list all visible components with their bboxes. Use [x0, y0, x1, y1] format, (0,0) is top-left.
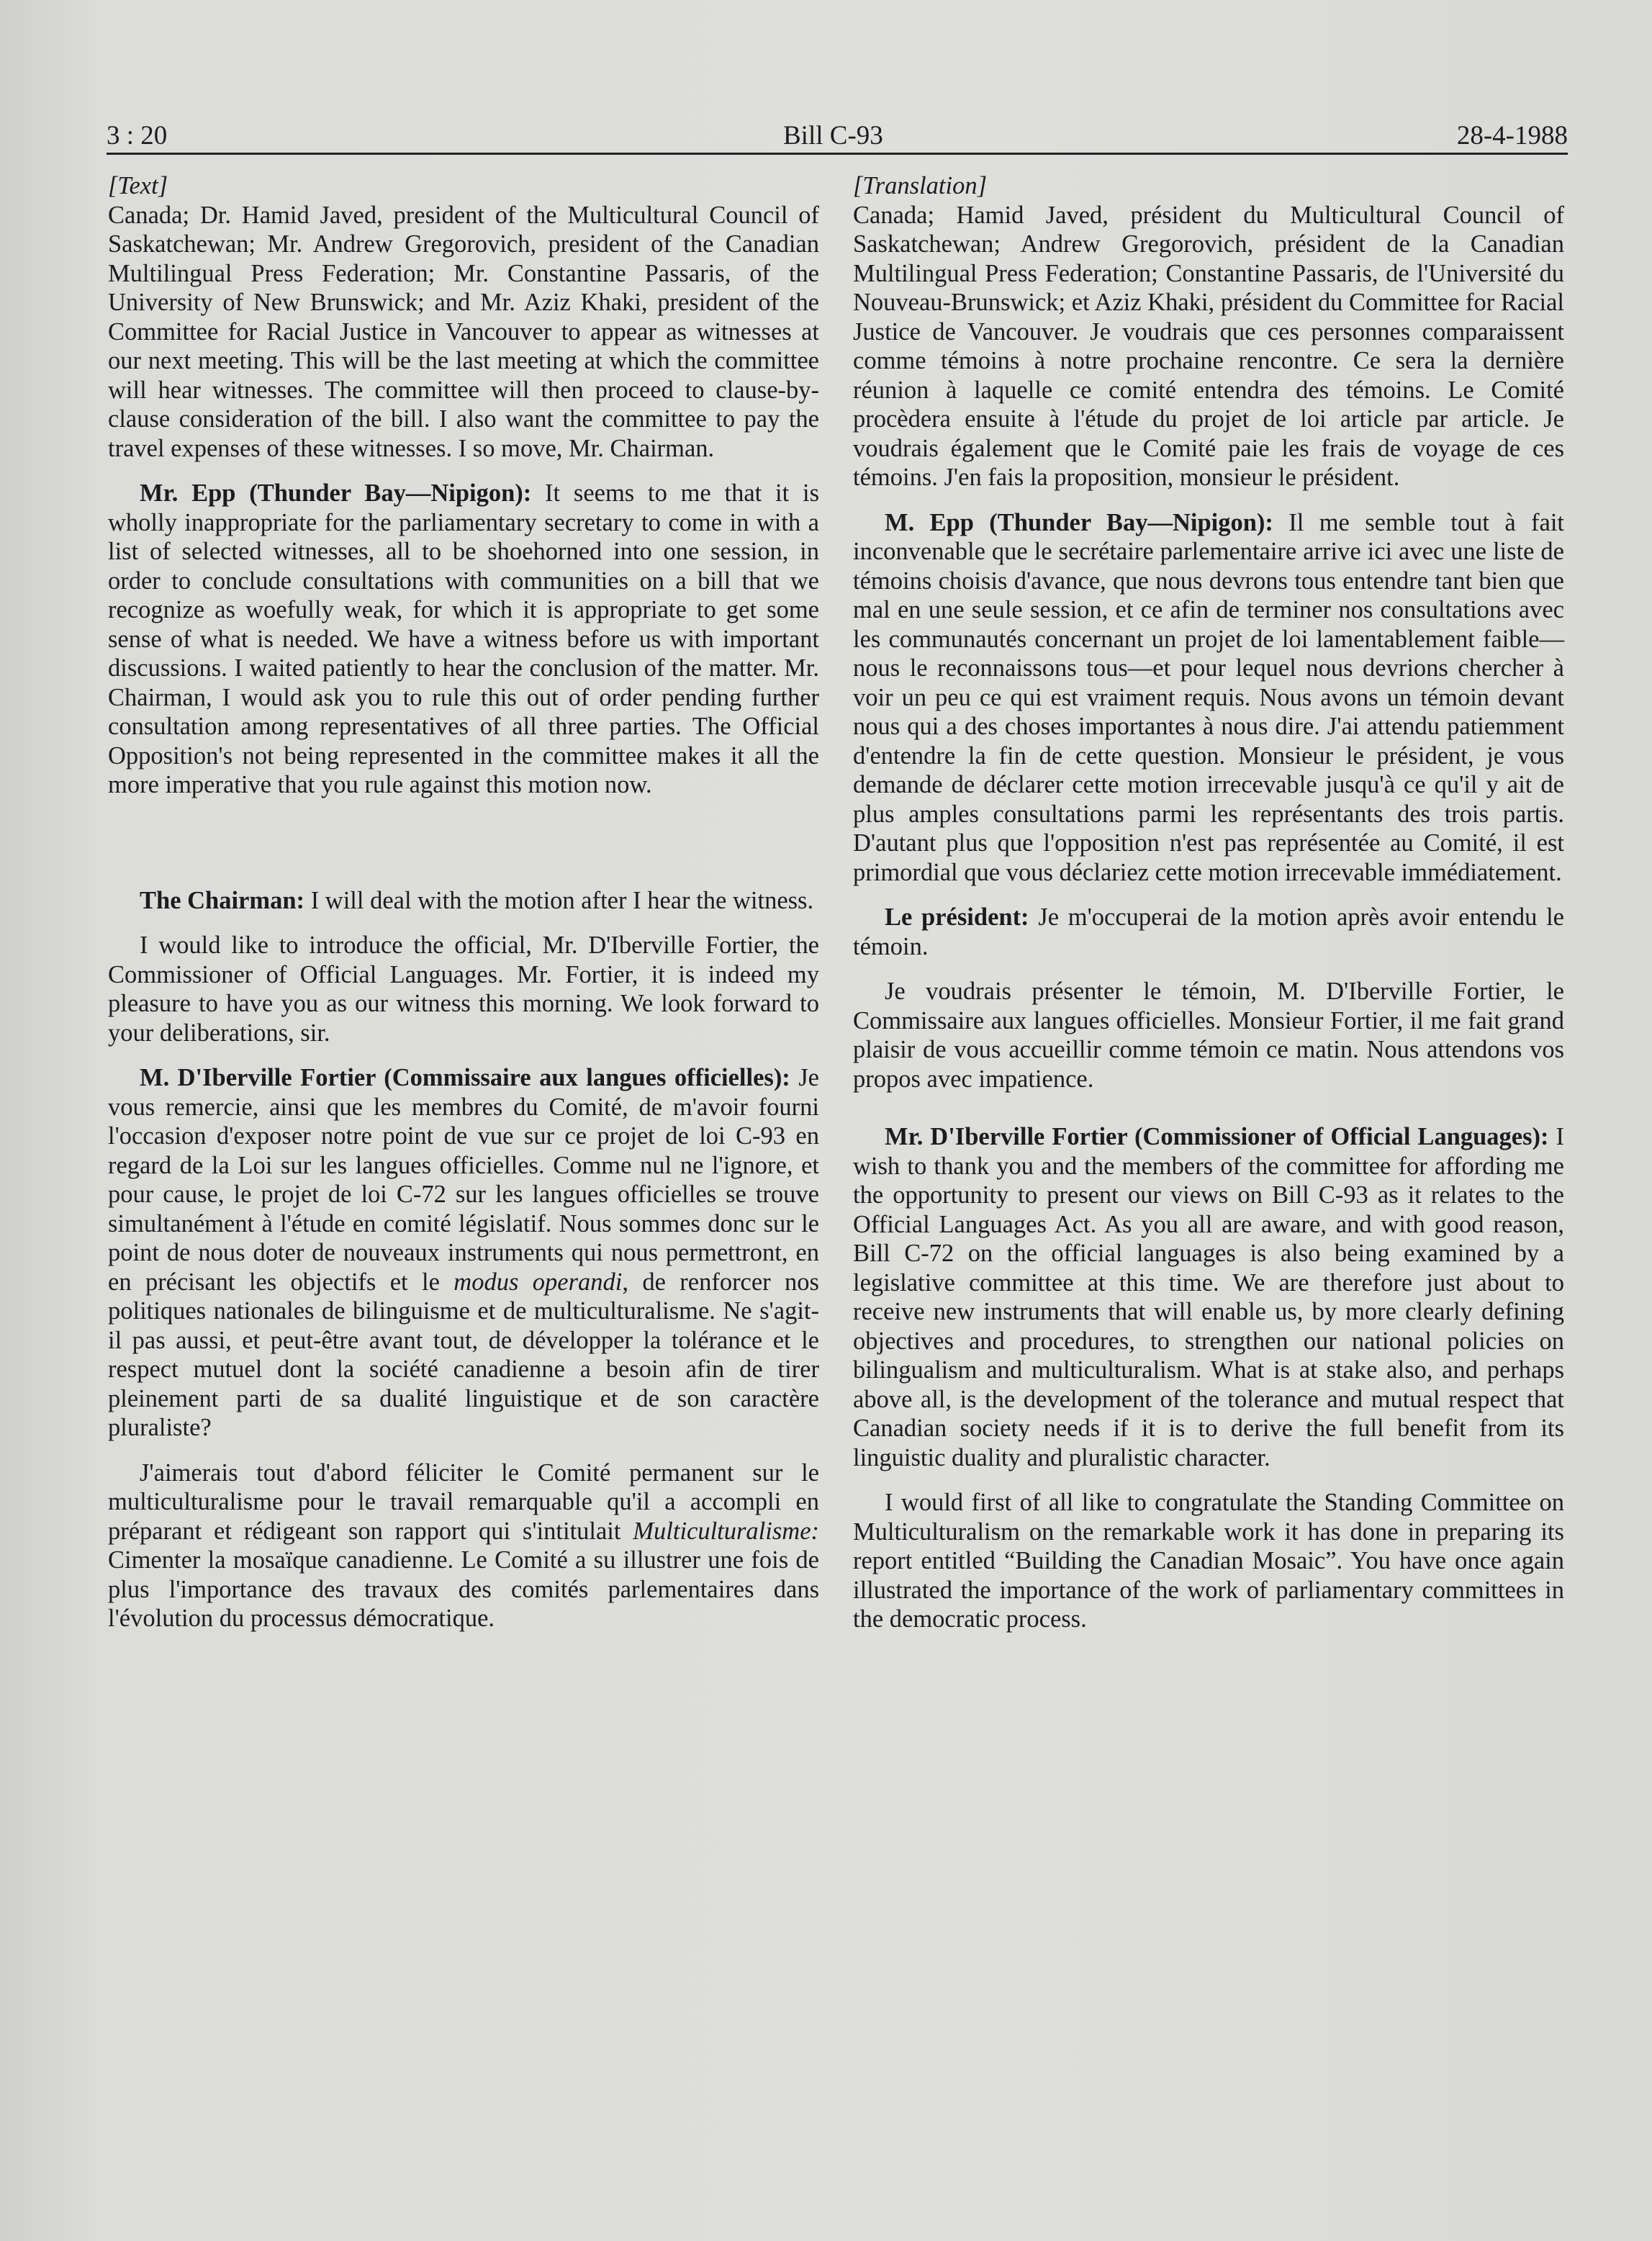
paragraph-introduction: I would like to introduce the official, Mr. D'Iberville Fortier, the Commissioner of Official Languages. Mr. Fortier, it is indeed my pleasure to have you as our witness this morning. We look forward to your deliberations, sir.	[108, 932, 819, 1047]
header-rule	[107, 153, 1568, 155]
text-label: [Text]	[108, 172, 168, 199]
paragraph-introduction: Je voudrais présenter le témoin, M. D'Iberville Fortier, le Commissaire aux langues officielles. Monsieur Fortier, il me fait grand plaisir de vous accueillir comme témoin ce matin. Nous attendons vos propos avec impatience.	[853, 978, 1564, 1093]
speaker-name: Mr. D'Iberville Fortier (Commissioner of Official Languages):	[885, 1123, 1549, 1150]
speech-text: J'aimerais tout d'abord féliciter le Comité permanent sur le multiculturalisme pour le travail remarquable qu'il a accompli en préparant et rédigeant son rapport qui s'intitulait	[108, 1458, 819, 1545]
translation-label: [Translation]	[853, 172, 987, 199]
paragraph-fortier	[108, 1063, 819, 1443]
speech-text: Il me semble tout à fait inconvenable que le secrétaire parlementaire arrive ici avec une liste de témoins choisis d'avance, que nous devrons tous entendre tant bien que mal en une seule session, et ce afin de terminer nos consultations avec les communautés concernant un projet de loi lamentablement faible—nous le reconnaissons tous—et pour lequel nous devrions chercher à voir un peu ce qui est vraiment requis. Nous avons un témoin devant nous qui a des choses importantes à nous dire. J'ai attendu patiemment d'entendre la fin de cette question. Monsieur le président, je vous demande de déclarer cette motion irrecevable jusqu'à ce qu'il y ait de plus amples consultations parmi les représentants des trois partis. D'autant plus que l'opposition n'est pas représentée au Comité, il est primordial que vous déclariez cette motion irrecevable immédiatement.	[853, 508, 1564, 886]
speech-text: I will deal with the motion after I hear the witness.	[304, 886, 814, 914]
speech-italic: modus operandi	[453, 1268, 623, 1296]
paragraph-chairman	[108, 886, 819, 916]
paragraph-epp	[108, 479, 819, 800]
paragraph-congratulations	[108, 1458, 819, 1633]
paragraph-chairman	[853, 903, 1564, 961]
paragraph-motion: Canada; Hamid Javed, président du Multicultural Council of Saskatchewan; Andrew Gregorovich, président de la Canadian Multilingual Press Federation; Constantine Passaris, de l'Université du Nouveau-Brunswick; et Aziz Khaki, président du Committee for Racial Justice de Vancouver. Je voudrais que ces personnes comparaissent comme témoins à notre prochaine rencontre. Ce sera la dernière réunion à laquelle ce comité entendra des témoins. Le Comité procèdera ensuite à l'étude du projet de loi article par article. Je voudrais également que le Comité paie les frais de voyage de ces témoins. J'en fais la proposition, monsieur le président.	[853, 201, 1564, 491]
paragraph-motion: Canada; Dr. Hamid Javed, president of the Multicultural Council of Saskatchewan; Mr. Andrew Gregorovich, president of the Canadian Multilingual Press Federation; Mr. Constantine Passaris, of the University of New Brunswick; and Mr. Aziz Khaki, president of the Committee for Racial Justice in Vancouver to appear as witnesses at our next meeting. This will be the last meeting at which the committee will hear witnesses. The committee will then proceed to clause-by-clause consideration of the bill. I also want the committee to pay the travel expenses of these witnesses. I so move, Mr. Chairman.	[108, 201, 819, 462]
speaker-name: Mr. Epp (Thunder Bay—Nipigon):	[140, 479, 532, 507]
report-title: Multiculturalisme:	[633, 1517, 819, 1545]
speaker-name: M. Epp (Thunder Bay—Nipigon):	[885, 508, 1273, 536]
speech-text: I wish to thank you and the members of the committee for affording me the opportunity to present our views on Bill C-93 as it relates to the Official Languages Act. As you all are aware, and with good reason, Bill C-72 on the official languages is also being examined by a legislative committee at this time. We are therefore just about to receive new instruments that will enable us, by more clearly defining objectives and procedures, to strengthen our national policies on bilingualism and multiculturalism. What is at stake also, and perhaps above all, is the development of the tolerance and mutual respect that Canadian society needs if it is to derive the full benefit from its linguistic duality and pluralistic character.	[853, 1123, 1564, 1471]
french-column	[853, 171, 1564, 1634]
english-column	[108, 171, 819, 1633]
speaker-name: The Chairman:	[140, 886, 305, 914]
speech-text: Je vous remercie, ainsi que les membres du Comité, de m'avoir fourni l'occasion d'exposer notre point de vue sur ce projet de loi C-93 en regard de la Loi sur les langues officielles. Comme nul ne l'ignore, et pour cause, le projet de loi C-72 sur les langues officielles se trouve simultanément à l'étude en comité législatif. Nous sommes donc sur le point de nous doter de nouveaux instruments qui nous permettront, en en précisant les objectifs et le	[108, 1064, 819, 1296]
paragraph-congratulations: I would first of all like to congratulate the Standing Committee on Multiculturalism on the remarkable work it has done in preparing its report entitled “Building the Canadian Mosaic”. You have once again illustrated the importance of the work of parliamentary committees in the democratic process.	[853, 1489, 1564, 1633]
speaker-name: Le président:	[885, 903, 1029, 931]
speech-text: It seems to me that it is wholly inappropriate for the parliamentary secretary to come in with a list of selected witnesses, all to be shoehorned into one session, in order to conclude consultations with communities on a bill that we recognize as woefully weak, for which it is appropriate to get some sense of what is needed. We have a witness before us with important discussions. I waited patiently to hear the conclusion of the matter. Mr. Chairman, I would ask you to rule this out of order pending further consultation among representatives of all three parties. The Official Opposition's not being represented in the committee makes it all the more imperative that you rule against this motion now.	[108, 479, 819, 798]
speech-text: Je m'occuperai de la motion après avoir entendu le témoin.	[853, 903, 1564, 960]
page-date: 28-4-1988	[1456, 121, 1568, 150]
page-number: 3 : 20	[107, 121, 168, 150]
paragraph-fortier	[853, 1122, 1564, 1472]
paragraph-epp	[853, 508, 1564, 888]
page-header	[107, 107, 1568, 157]
speech-text: Cimenter la mosaïque canadienne. Le Comité a su illustrer une fois de plus l'importance des travaux des comités parlementaires dans l'évolution du processus démocratique.	[108, 1546, 819, 1632]
speaker-name: M. D'Iberville Fortier (Commissaire aux langues officielles):	[140, 1064, 790, 1091]
running-title: Bill C-93	[783, 121, 883, 150]
speech-text: , de renforcer nos politiques nationales de bilinguisme et de multiculturalisme. Ne s'agit-il pas aussi, et peut-être avant tout, de développer la tolérance et le respect mutuel dont la société canadienne a besoin afin de tirer pleinement parti de sa dualité linguistique et de son caractère pluraliste?	[108, 1268, 819, 1441]
